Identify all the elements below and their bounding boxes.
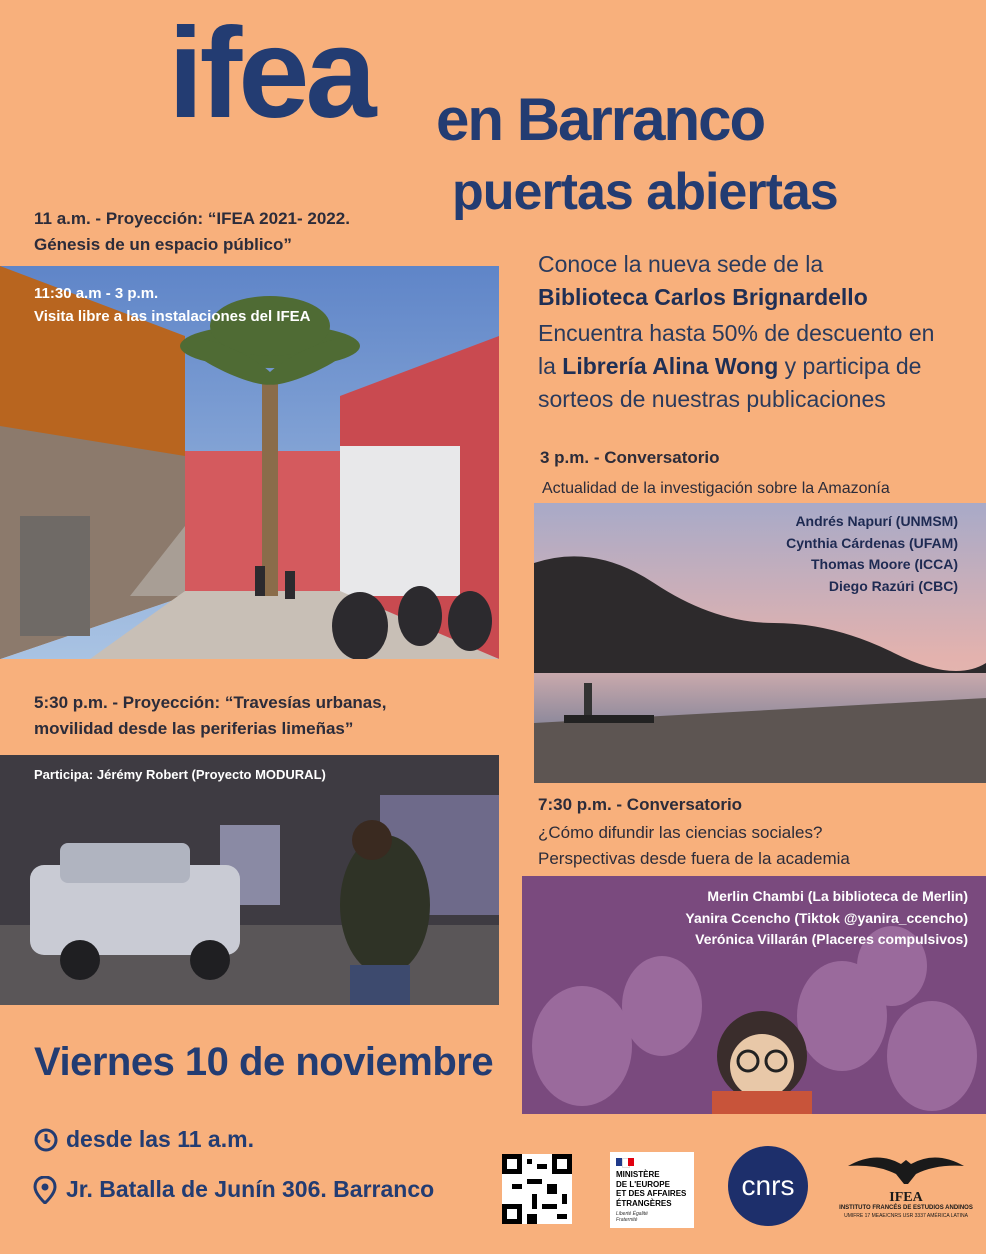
event-5-desc: [538, 820, 850, 871]
ifea-logo-name: IFEA: [889, 1190, 923, 1205]
event-address: Jr. Batalla de Junín 306. Barranco: [66, 1176, 435, 1202]
condor-icon: [846, 1144, 966, 1190]
ministere-motto: Liberté Égalité Fraternité: [616, 1211, 648, 1223]
river-photo: [534, 503, 986, 783]
event-3-desc: Actualidad de la investigación sobre la Amazonía: [542, 480, 890, 497]
panelist: Verónica Villarán (Placeres compulsivos): [695, 931, 968, 948]
event-4-title: 5:30 p.m. - Proyección: “Travesías urbanas,: [34, 693, 387, 712]
library-name: Biblioteca Carlos Brignardello: [538, 283, 868, 310]
bookstore-name: Librería Alina Wong: [562, 352, 779, 379]
event-5-subtitle: Perspectivas desde fuera de la academia: [538, 848, 850, 868]
event-4-title-line2: movilidad desde las periferias limeñas”: [34, 719, 354, 739]
panelist: Yanira Ccencho (Tiktok @yanira_ccencho): [685, 909, 968, 926]
event-5-panel: [685, 886, 968, 951]
event-2-desc: Visita libre a las instalaciones del IFEA: [34, 308, 311, 326]
event-2-time: 11:30 a.m - 3 p.m.: [34, 285, 159, 302]
event-date: Viernes 10 de noviembre: [34, 1040, 494, 1084]
ministere-logo: [610, 1152, 694, 1228]
info-line-3: Encuentra hasta 50% de descuento en: [538, 320, 935, 347]
event-4-participant: Participa: Jérémy Robert (Proyecto MODURAL): [34, 767, 326, 782]
ministere-line: ÉTRANGÈRES: [616, 1198, 672, 1208]
event-2: [34, 282, 311, 329]
cnrs-logo: [728, 1146, 808, 1226]
tagline: puertas abiertas: [452, 163, 838, 221]
panelist: Diego Razúri (CBC): [828, 578, 958, 595]
event-5-question: ¿Cómo difundir las ciencias sociales?: [538, 823, 823, 842]
info-line-4: la Librería Alina Wong y participa de: [538, 352, 922, 379]
event-5-title: 7:30 p.m. - Conversatorio: [538, 795, 743, 814]
panelist: Cynthia Cárdenas (UFAM): [786, 534, 958, 551]
info-line-1: Conoce la nueva sede de la: [538, 251, 824, 277]
event-start-time: desde las 11 a.m.: [66, 1126, 254, 1152]
event-1-title: 11 a.m. - Proyección: “IFEA 2021- 2022.: [34, 209, 350, 228]
en-barranco-title: en Barranco: [436, 86, 765, 153]
qr-code[interactable]: [502, 1154, 572, 1224]
ifea-logo-full: INSTITUTO FRANCÉS DE ESTUDIOS ANDINOS: [839, 1205, 973, 1212]
ministere-line: DE L'EUROPE: [616, 1179, 670, 1189]
ifea-logo-sub: UMIFRE 17 MEAE/CNRS USR 3337 AMÉRICA LATINA: [844, 1213, 968, 1220]
info-block: [538, 248, 978, 415]
brand-title: ifea: [168, 2, 373, 145]
ministere-line: MINISTÈRE: [616, 1170, 660, 1179]
collage-photo: [522, 876, 986, 1114]
event-4: [34, 690, 386, 743]
cnrs-logo-text: cnrs: [741, 1170, 795, 1201]
ministere-line: ET DES AFFAIRES: [616, 1189, 687, 1199]
panelist: Merlin Chambi (La biblioteca de Merlin): [707, 888, 968, 904]
info-line-5: sorteos de nuestras publicaciones: [538, 385, 886, 412]
panelist: Thomas Moore (ICCA): [811, 556, 958, 573]
clock-icon: [34, 1128, 58, 1152]
street-photo: [0, 755, 499, 1005]
event-1: [34, 206, 350, 259]
event-3-panel: [786, 511, 958, 598]
event-3-title: 3 p.m. - Conversatorio: [540, 448, 720, 467]
panelist: Andrés Napurí (UNMSM): [795, 513, 958, 529]
courtyard-photo: [0, 266, 499, 659]
location-pin-icon: [33, 1176, 57, 1204]
ifea-logo: [836, 1144, 976, 1234]
event-1-title-line2: Génesis de un espacio público”: [34, 235, 292, 255]
